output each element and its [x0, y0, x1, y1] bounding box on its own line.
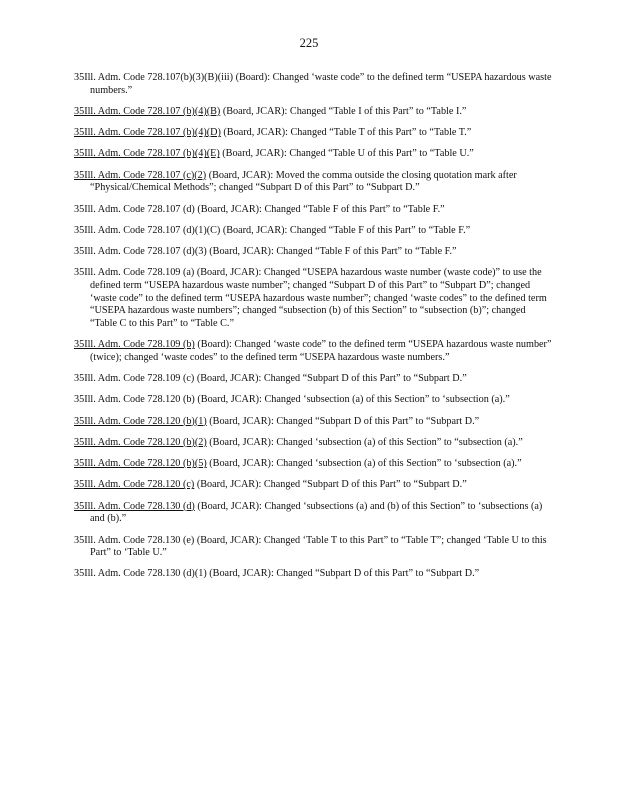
- amendment-entry: [74, 339, 552, 364]
- entry-citation: 35Ill. Adm. Code 728.130 (d): [74, 500, 195, 512]
- amendment-entry: [74, 106, 552, 119]
- amendment-entry: [74, 204, 552, 217]
- entry-description: (Board, JCAR): Changed “Table F of this Part” to “Table F.”: [220, 224, 471, 236]
- entry-description: (Board, JCAR): Changed ‘Table T to this Part” to “Table T”; changed ‘Table U to this Part” to ‘Table U.”: [90, 534, 547, 559]
- amendment-entry: [74, 479, 552, 492]
- amendment-entry: [74, 394, 552, 407]
- amendment-entry: [74, 437, 552, 450]
- amendment-entry: [74, 170, 552, 195]
- entry-description: (Board): Changed ‘waste code” to the defined term “USEPA hazardous waste number” (twice); changed ‘waste codes” to the defined term “USEPA hazardous waste numbers.”: [90, 339, 552, 363]
- page-number: 225: [299, 36, 319, 50]
- entry-citation: 35Ill. Adm. Code 728.107 (d)(3): [74, 246, 207, 258]
- amendment-entry: [74, 246, 552, 259]
- entry-description: (Board, JCAR): Changed “Table T of this Part” to “Table T.”: [220, 127, 472, 139]
- amendment-entry: [74, 225, 552, 238]
- entry-description: (Board, JCAR): Changed “USEPA hazardous waste number (waste code)” to use the defined term “USEPA hazardous waste number”; changed “Subpart D of this Part” to “Subpart D”; changed ‘waste code” to the defined term “USEPA hazardous waste number”; changed ‘waste codes” to the defined term “USEPA hazardous waste numbers”; changed “subsection (b) of this Section” to “subsection (b)”; changed “Table C to this Part” to “Table C.”: [90, 267, 547, 329]
- amendment-entry: [74, 72, 552, 97]
- entry-citation: 35Ill. Adm. Code 728.120 (b)(2): [74, 436, 207, 448]
- entry-citation: 35Ill. Adm. Code 728.120 (b)(1): [74, 415, 207, 427]
- entry-description: (Board, JCAR): Changed ‘subsection (a) of this Section” to “subsection (a).”: [206, 436, 523, 448]
- entry-citation: 35Ill. Adm. Code 728.120 (b): [74, 394, 195, 406]
- amendment-list: [74, 72, 552, 590]
- amendment-entry: [74, 267, 552, 330]
- entry-description: (Board, JCAR): Changed “Subpart D of this Part” to “Subpart D.”: [206, 415, 480, 427]
- amendment-entry: [74, 501, 552, 526]
- entry-citation: 35Ill. Adm. Code 728.109 (c): [74, 372, 195, 384]
- entry-citation: 35Ill. Adm. Code 728.107 (d): [74, 203, 195, 215]
- entry-citation: 35Ill. Adm. Code 728.107 (b)(4)(B): [74, 105, 221, 117]
- amendment-entry: [74, 148, 552, 161]
- amendment-entry: [74, 416, 552, 429]
- entry-description: (Board, JCAR): Changed “Subpart D of this Part” to “Subpart D.”: [206, 568, 480, 580]
- amendment-entry: [74, 127, 552, 140]
- entry-citation: 35Ill. Adm. Code 728.107 (c)(2): [74, 169, 207, 181]
- entry-description: (Board, JCAR): Changed “Subpart D of this Part” to “Subpart D.”: [194, 372, 467, 384]
- entry-citation: 35Ill. Adm. Code 728.120 (c): [74, 479, 195, 491]
- amendment-entry: [74, 568, 552, 581]
- entry-citation: 35Ill. Adm. Code 728.109 (b): [74, 339, 195, 351]
- entry-citation: 35Ill. Adm. Code 728.107 (d)(1)(C): [74, 224, 221, 236]
- entry-citation: 35Ill. Adm. Code 728.120 (b)(5): [74, 458, 207, 470]
- amendment-entry: [74, 373, 552, 386]
- entry-description: (Board, JCAR): Changed ‘subsection (a) of this Section” to ‘subsection (a).”: [206, 458, 522, 470]
- entry-description: (Board, JCAR): Changed “Table F of this Part” to “Table F.”: [194, 203, 445, 215]
- entry-description: (Board, JCAR): Changed ‘subsection (a) of this Section” to ‘subsection (a).”: [194, 394, 510, 406]
- entry-citation: 35Ill. Adm. Code 728.130 (d)(1): [74, 568, 207, 580]
- entry-citation: 35Ill. Adm. Code 728.107 (b)(4)(D): [74, 127, 221, 139]
- amendment-entry: [74, 535, 552, 560]
- entry-citation: 35Ill. Adm. Code 728.107(b)(3)(B)(iii): [74, 72, 234, 83]
- entry-description: (Board, JCAR): Changed “Table U of this Part” to “Table U.”: [219, 148, 474, 160]
- amendment-entry: [74, 458, 552, 471]
- entry-description: (Board): Changed ‘waste code” to the defined term “USEPA hazardous waste numbers.”: [90, 72, 552, 96]
- entry-citation: 35Ill. Adm. Code 728.109 (a): [74, 267, 195, 279]
- entry-citation: 35Ill. Adm. Code 728.107 (b)(4)(E): [74, 148, 220, 160]
- entry-description: (Board, JCAR): Changed “Table I of this Part” to “Table I.”: [220, 105, 467, 117]
- entry-description: (Board, JCAR): Moved the comma outside the closing quotation mark after “Physical/Chemical Methods”; changed “Subpart D of this Part” to “Subpart D.”: [90, 169, 517, 194]
- entry-description: (Board, JCAR): Changed “Subpart D of this Part” to “Subpart D.”: [194, 479, 467, 491]
- entry-description: (Board, JCAR): Changed “Table F of this Part” to “Table F.”: [206, 246, 457, 258]
- entry-description: (Board, JCAR): Changed ‘subsections (a) and (b) of this Section” to ‘subsections (a) and (b).”: [90, 500, 543, 525]
- entry-citation: 35Ill. Adm. Code 728.130 (e): [74, 534, 195, 546]
